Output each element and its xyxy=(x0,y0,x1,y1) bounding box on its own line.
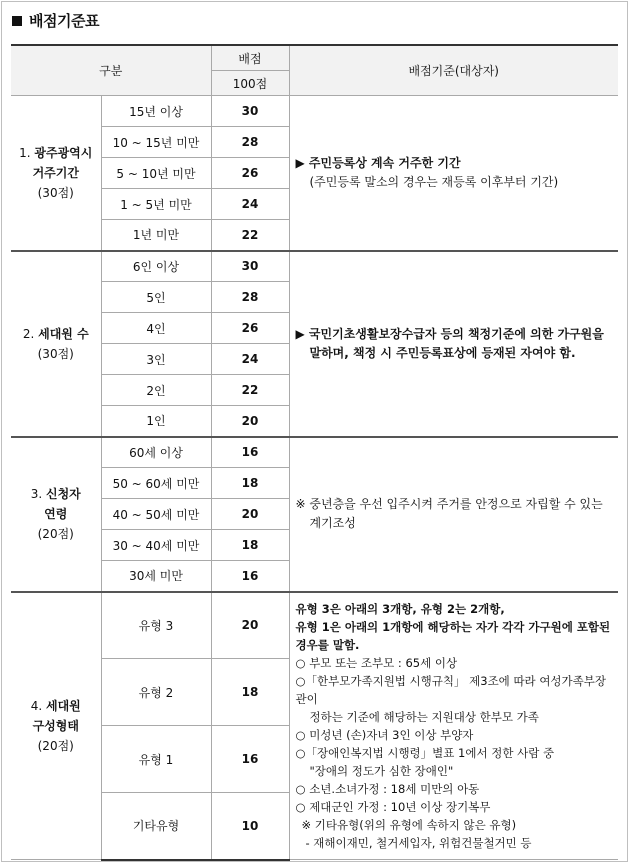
row-score: 26 xyxy=(211,313,289,344)
row-label: 2인 xyxy=(101,375,211,406)
row-score: 28 xyxy=(211,282,289,313)
row-label: 5인 xyxy=(101,282,211,313)
list-item: ○ 미성년 (손)자녀 3인 이상 부양자 xyxy=(295,727,474,742)
page-title-text: 배점기준표 xyxy=(29,12,99,30)
list-item: - 재해이재민, 철거세입자, 위험건물철거민 등 xyxy=(305,835,532,850)
row-score: 16 xyxy=(211,437,289,468)
section-2-description: ▶ 국민기초생활보장수급자 등의 책정기준에 의한 가구원을 말하며, 책정 시 주민등록표상에 등재된 자여야 함. xyxy=(289,251,618,437)
row-score: 22 xyxy=(211,220,289,251)
row-label: 30 ~ 40세 미만 xyxy=(101,530,211,561)
row-score: 16 xyxy=(211,561,289,592)
header-criteria: 배점기준(대상자) xyxy=(289,45,618,96)
row-label: 60세 이상 xyxy=(101,437,211,468)
row-score: 20 xyxy=(211,499,289,530)
section-4-category: 4. 세대원 구성형태 (20점) xyxy=(11,592,101,860)
header-category: 구분 xyxy=(11,45,211,96)
row-score: 22 xyxy=(211,375,289,406)
row-score: 20 xyxy=(211,406,289,437)
section-1-description: ▶ 주민등록상 계속 거주한 기간 (주민등록 말소의 경우는 재등록 이후부터 기간) xyxy=(289,96,618,251)
row-label: 15년 이상 xyxy=(101,96,211,127)
row-score: 24 xyxy=(211,344,289,375)
row-score: 24 xyxy=(211,189,289,220)
row-label: 1 ~ 5년 미만 xyxy=(101,189,211,220)
table-row xyxy=(11,96,618,127)
row-score: 28 xyxy=(211,127,289,158)
row-label: 기타유형 xyxy=(101,793,211,860)
page-title xyxy=(12,10,99,31)
header-score: 배점 xyxy=(211,45,289,71)
list-item: ○ 부모 또는 조부모 : 65세 이상 xyxy=(295,655,458,670)
square-bullet-icon xyxy=(12,16,22,26)
row-score: 16 xyxy=(211,726,289,793)
row-label: 유형 1 xyxy=(101,726,211,793)
row-label: 50 ~ 60세 미만 xyxy=(101,468,211,499)
row-label: 3인 xyxy=(101,344,211,375)
table-header-row xyxy=(11,45,618,71)
header-score-total: 100점 xyxy=(211,71,289,96)
row-score: 18 xyxy=(211,659,289,726)
section-3-category: 3. 신청자 연령 (20점) xyxy=(11,437,101,592)
list-item: 정하는 기준에 해당하는 지원대상 한부모 가족 xyxy=(309,709,539,724)
row-label: 10 ~ 15년 미만 xyxy=(101,127,211,158)
row-label: 유형 2 xyxy=(101,659,211,726)
scoring-table xyxy=(11,44,618,861)
row-label: 4인 xyxy=(101,313,211,344)
row-score: 10 xyxy=(211,793,289,860)
row-score: 30 xyxy=(211,251,289,282)
table-row xyxy=(11,437,618,468)
list-item: ○「장애인복지법 시행령」별표 1에서 정한 사람 중 xyxy=(295,745,555,760)
list-item: "장애의 정도가 심한 장애인" xyxy=(309,763,454,778)
row-label: 유형 3 xyxy=(101,592,211,659)
row-label: 30세 미만 xyxy=(101,561,211,592)
list-item: ○ 소년.소녀가정 : 18세 미만의 아동 xyxy=(295,781,480,796)
section-3-description: ※ 중년층을 우선 입주시켜 주거를 안정으로 자립할 수 있는 계기조성 xyxy=(289,437,618,592)
list-item: ○ 제대군인 가정 : 10년 이상 장기복무 xyxy=(295,799,491,814)
section-2-category: 2. 세대원 수 (30점) xyxy=(11,251,101,437)
row-label: 40 ~ 50세 미만 xyxy=(101,499,211,530)
section-1-category: 1. 광주광역시 거주기간 (30점) xyxy=(11,96,101,251)
row-label: 1년 미만 xyxy=(101,220,211,251)
row-label: 1인 xyxy=(101,406,211,437)
section-4-description: 유형 3은 아래의 3개항, 유형 2는 2개항, 유형 1은 아래의 1개항에 해당하는 자가 각각 가구원에 포함된 경우를 말함. ○ 부모 또는 조부모 : 65세 이상 ○「한부모가족지원법 시행규칙」 제3조에 따라 여성가족부장관이 정하는 기준에 해당하는 지원대상 한부모 가족 ○ 미성년 (손)자녀 3인 이상 부양자 ○「장애인복지법 시행령」별표 1에서 정한 사람 중 "장애의 정도가 심한 장애인" ○ 소년.소녀가정 : 18세 미만의 아동 ○ 제대군인 가정 : 10년 이상 장기복무 ※ 기타유형(위의 유형에 속하지 않은 유형) - 재해이재민, 철거세입자, 위험건물철거민 등 xyxy=(289,592,618,860)
row-score: 30 xyxy=(211,96,289,127)
row-label: 5 ~ 10년 미만 xyxy=(101,158,211,189)
row-label: 6인 이상 xyxy=(101,251,211,282)
row-score: 26 xyxy=(211,158,289,189)
row-score: 20 xyxy=(211,592,289,659)
table-row xyxy=(11,251,618,282)
row-score: 18 xyxy=(211,468,289,499)
table-row xyxy=(11,592,618,659)
list-item: ○「한부모가족지원법 시행규칙」 제3조에 따라 여성가족부장관이 xyxy=(295,673,606,706)
row-score: 18 xyxy=(211,530,289,561)
list-item: ※ 기타유형(위의 유형에 속하지 않은 유형) xyxy=(301,817,517,832)
